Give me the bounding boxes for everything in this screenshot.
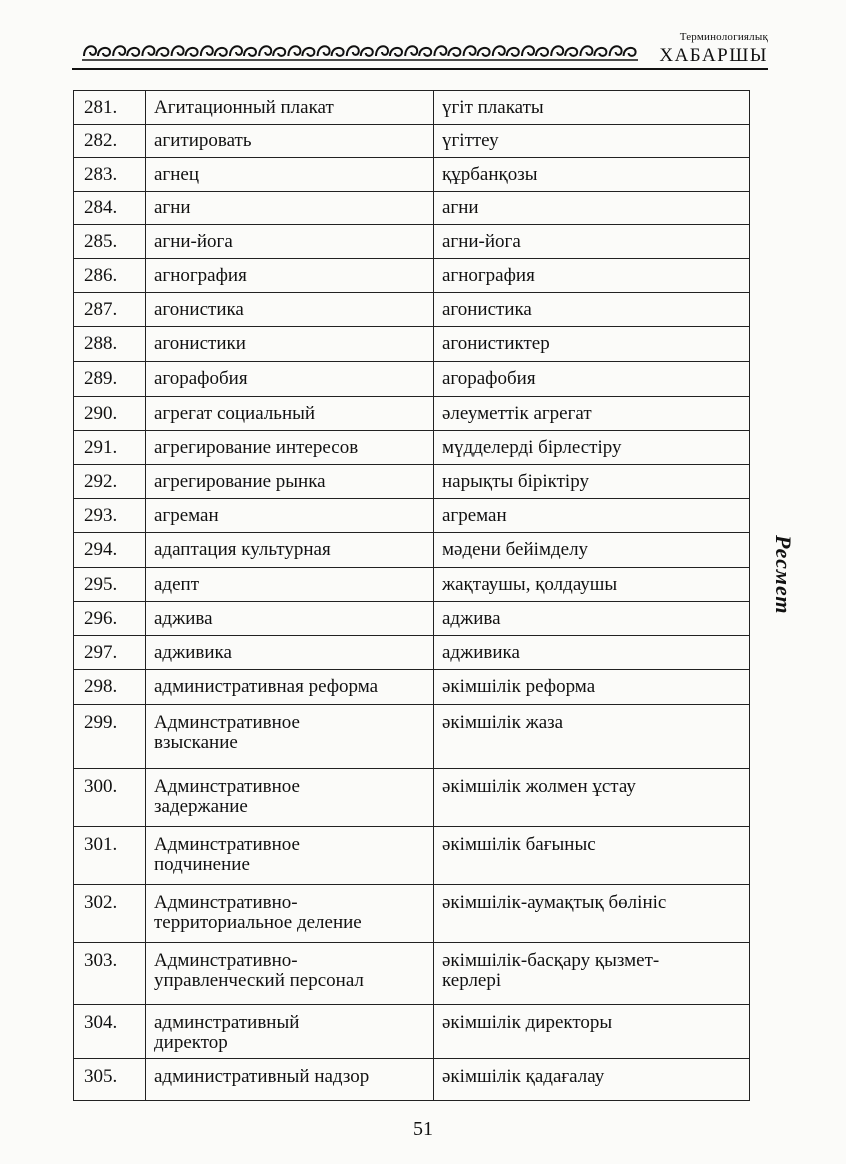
term-kazakh: нарықты біріктіру <box>434 465 750 499</box>
term-russian: агни-йога <box>146 225 434 259</box>
term-russian: агнец <box>146 158 434 192</box>
term-number: 300. <box>74 769 146 827</box>
term-number: 284. <box>74 192 146 225</box>
term-number: 295. <box>74 568 146 602</box>
table-row <box>74 91 750 125</box>
term-number: 298. <box>74 670 146 705</box>
journal-title <box>659 32 768 65</box>
term-number: 289. <box>74 362 146 397</box>
term-kazakh: әкімшілік бағыныс <box>434 827 750 885</box>
table-row <box>74 769 750 827</box>
journal-title-big: ХАБАРШЫ <box>659 45 768 66</box>
table-row <box>74 431 750 465</box>
term-number: 302. <box>74 885 146 943</box>
term-number: 283. <box>74 158 146 192</box>
term-russian: агрегат социальный <box>146 397 434 431</box>
table-row <box>74 499 750 533</box>
term-kazakh: әкімшілік жолмен ұстау <box>434 769 750 827</box>
table-row <box>74 362 750 397</box>
term-russian: агитировать <box>146 125 434 158</box>
term-russian: агнография <box>146 259 434 293</box>
term-kazakh: адживика <box>434 636 750 670</box>
term-kazakh: агонистика <box>434 293 750 327</box>
table-row <box>74 1005 750 1059</box>
table-row <box>74 568 750 602</box>
term-number: 304. <box>74 1005 146 1059</box>
term-number: 294. <box>74 533 146 568</box>
term-kazakh: әкімшілік-аумақтық бөлініс <box>434 885 750 943</box>
term-russian: Админстративно- территориальное деление <box>146 885 434 943</box>
ornament-border-icon <box>82 40 638 62</box>
term-kazakh: құрбанқозы <box>434 158 750 192</box>
term-kazakh: агнография <box>434 259 750 293</box>
side-section-label: Ресмет <box>771 535 796 615</box>
term-number: 303. <box>74 943 146 1005</box>
term-number: 296. <box>74 602 146 636</box>
term-russian: агонистика <box>146 293 434 327</box>
journal-title-small: Терминологиялық <box>679 31 768 43</box>
term-russian: Агитационный плакат <box>146 91 434 125</box>
term-number: 281. <box>74 91 146 125</box>
table-row <box>74 1059 750 1101</box>
table-row <box>74 465 750 499</box>
term-kazakh: әкімшілік-басқару қызмет- керлері <box>434 943 750 1005</box>
term-kazakh: мүдделерді бірлестіру <box>434 431 750 465</box>
term-russian: агонистики <box>146 327 434 362</box>
term-kazakh: әкімшілік директоры <box>434 1005 750 1059</box>
term-russian: агни <box>146 192 434 225</box>
term-russian: агрегирование рынка <box>146 465 434 499</box>
term-kazakh: әлеуметтік агрегат <box>434 397 750 431</box>
table-row <box>74 327 750 362</box>
term-number: 305. <box>74 1059 146 1101</box>
term-russian: Админстративное взыскание <box>146 705 434 769</box>
term-russian: адаптация культурная <box>146 533 434 568</box>
table-row <box>74 602 750 636</box>
term-russian: агорафобия <box>146 362 434 397</box>
term-number: 292. <box>74 465 146 499</box>
term-number: 290. <box>74 397 146 431</box>
term-number: 286. <box>74 259 146 293</box>
term-russian: адепт <box>146 568 434 602</box>
term-russian: административная реформа <box>146 670 434 705</box>
term-russian: агреман <box>146 499 434 533</box>
term-number: 282. <box>74 125 146 158</box>
term-kazakh: мәдени бейімделу <box>434 533 750 568</box>
term-russian: адживика <box>146 636 434 670</box>
term-kazakh: жақтаушы, қолдаушы <box>434 568 750 602</box>
term-number: 299. <box>74 705 146 769</box>
term-kazakh: әкімшілік қадағалау <box>434 1059 750 1101</box>
table-row <box>74 158 750 192</box>
term-number: 291. <box>74 431 146 465</box>
terms-table-body <box>74 91 750 1101</box>
table-row <box>74 192 750 225</box>
term-russian: аджива <box>146 602 434 636</box>
term-russian: Админстративное задержание <box>146 769 434 827</box>
term-kazakh: үгіттеу <box>434 125 750 158</box>
term-kazakh: әкімшілік жаза <box>434 705 750 769</box>
table-row <box>74 293 750 327</box>
table-row <box>74 259 750 293</box>
running-header <box>72 28 768 70</box>
term-russian: админстративный директор <box>146 1005 434 1059</box>
table-row <box>74 705 750 769</box>
term-russian: Админстративно- управленческий персонал <box>146 943 434 1005</box>
table-row <box>74 125 750 158</box>
table-row <box>74 827 750 885</box>
term-kazakh: агни-йога <box>434 225 750 259</box>
term-kazakh: аджива <box>434 602 750 636</box>
page-number: 51 <box>413 1118 433 1140</box>
term-number: 285. <box>74 225 146 259</box>
term-russian: агрегирование интересов <box>146 431 434 465</box>
terms-table <box>73 90 750 1101</box>
table-row <box>74 533 750 568</box>
term-russian: Админстративное подчинение <box>146 827 434 885</box>
term-russian: административный надзор <box>146 1059 434 1101</box>
table-row <box>74 636 750 670</box>
table-row <box>74 670 750 705</box>
term-kazakh: үгіт плакаты <box>434 91 750 125</box>
term-kazakh: агни <box>434 192 750 225</box>
term-number: 293. <box>74 499 146 533</box>
term-kazakh: әкімшілік реформа <box>434 670 750 705</box>
term-number: 287. <box>74 293 146 327</box>
term-number: 297. <box>74 636 146 670</box>
term-number: 301. <box>74 827 146 885</box>
table-row <box>74 943 750 1005</box>
table-row <box>74 885 750 943</box>
term-number: 288. <box>74 327 146 362</box>
term-kazakh: агорафобия <box>434 362 750 397</box>
table-row <box>74 225 750 259</box>
table-row <box>74 397 750 431</box>
term-kazakh: агонистиктер <box>434 327 750 362</box>
header-rule <box>72 68 768 70</box>
term-kazakh: агреман <box>434 499 750 533</box>
